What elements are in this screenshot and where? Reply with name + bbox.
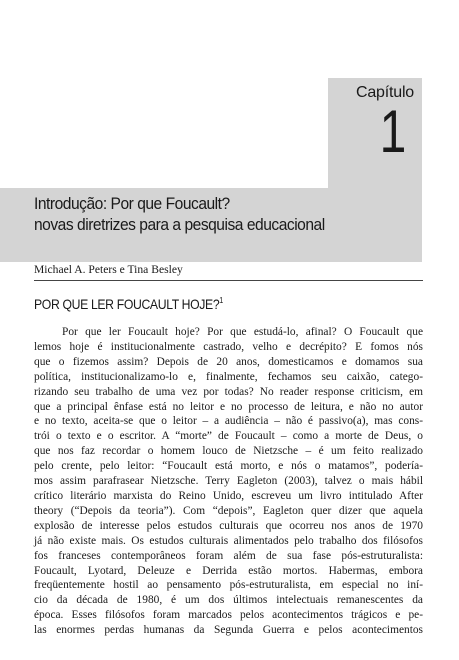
body-line: crítico literário marxista do Reino Unido, escreveu um livro intitulado After: [34, 489, 423, 502]
body-line: política, institucionalizamo-lo e, finalmente, fechamos seu caixão, catego-: [34, 370, 423, 383]
body-line: mos assim parafrasear Nietzsche. Terry Eagleton (2003), talvez o mais hábil: [34, 475, 423, 488]
body-line: Por que ler Foucault hoje? Por que estudá-lo, afinal? O Foucault que: [62, 326, 423, 338]
chapter-box: [328, 78, 422, 188]
body-line: que o fizemos assim? Depois de 20 anos, domesticamos e domamos sua: [34, 355, 423, 368]
body-line: theory (“Depois da teoria”). Com “depois”, Eagleton quer dizer que aquela: [34, 504, 423, 517]
chapter-title-line-1: Introdução: Por que Foucault?: [34, 195, 230, 213]
body-text: [34, 325, 423, 638]
section-heading-text: POR QUE LER FOUCAULT HOJE?: [34, 297, 220, 312]
body-line: pelo crente, pelo leitor: “Foucault está morto, e nós o matamos”, podería-: [34, 460, 423, 473]
body-line: lemos hoje é institucionalmente castrado, velho e decrépito? E fomos nós: [34, 340, 423, 353]
chapter-title-line-2: novas diretrizes para a pesquisa educacional: [34, 216, 325, 234]
chapter-label: Capítulo: [356, 84, 414, 101]
body-line: época. Esses filósofos foram marcados pelos acontecimentos trágicos e pe-: [34, 609, 423, 622]
body-line: fos franceses contemporâneos foram além de sua fase pós-estruturalista:: [34, 549, 423, 562]
authors: Michael A. Peters e Tina Besley: [34, 263, 183, 276]
body-line: já não existe mais. Os estudos culturais alimentados pelo trabalho dos filósofos: [34, 534, 423, 547]
chapter-number: 1: [379, 98, 406, 165]
body-line: trói o texto e o escritor. A “morte” de Foucault – como a morte de Deus, o: [34, 430, 423, 443]
chapter-title: [34, 194, 399, 236]
divider-rule: [34, 280, 423, 281]
body-line: e no texto, aceita-se que o leitor – a audiência – não é passivo(a), mas cons-: [34, 415, 423, 428]
body-line: freqüentemente hostil ao pensamento pós-estruturalista, em especial no iní-: [34, 579, 423, 592]
body-line: Foucault, Lyotard, Deleuze e Derrida estão mortos. Habermas, embora: [34, 564, 423, 577]
chapter-title-band: [0, 188, 422, 262]
footnote-mark: 1: [219, 296, 223, 305]
body-line: explosão de interesse pelos estudos culturais que ocorreu nos anos de 1970: [34, 519, 423, 532]
body-line: rizando seu trabalho de uma vez por todas? No reader response criticism, em: [34, 385, 423, 398]
body-line: que nos faz recordar o homem louco de Nietzsche – é um feito realizado: [34, 445, 423, 458]
body-line: cio da década de 1980, é um dos últimos intelectuais remanescentes da: [34, 594, 423, 607]
body-line: las enormes perdas humanas da Segunda Guerra e pelos acontecimentos: [34, 624, 423, 637]
section-heading: [34, 296, 223, 312]
body-line: que a principal ênfase está no leitor e no processo de leitura, e não no autor: [34, 400, 423, 413]
